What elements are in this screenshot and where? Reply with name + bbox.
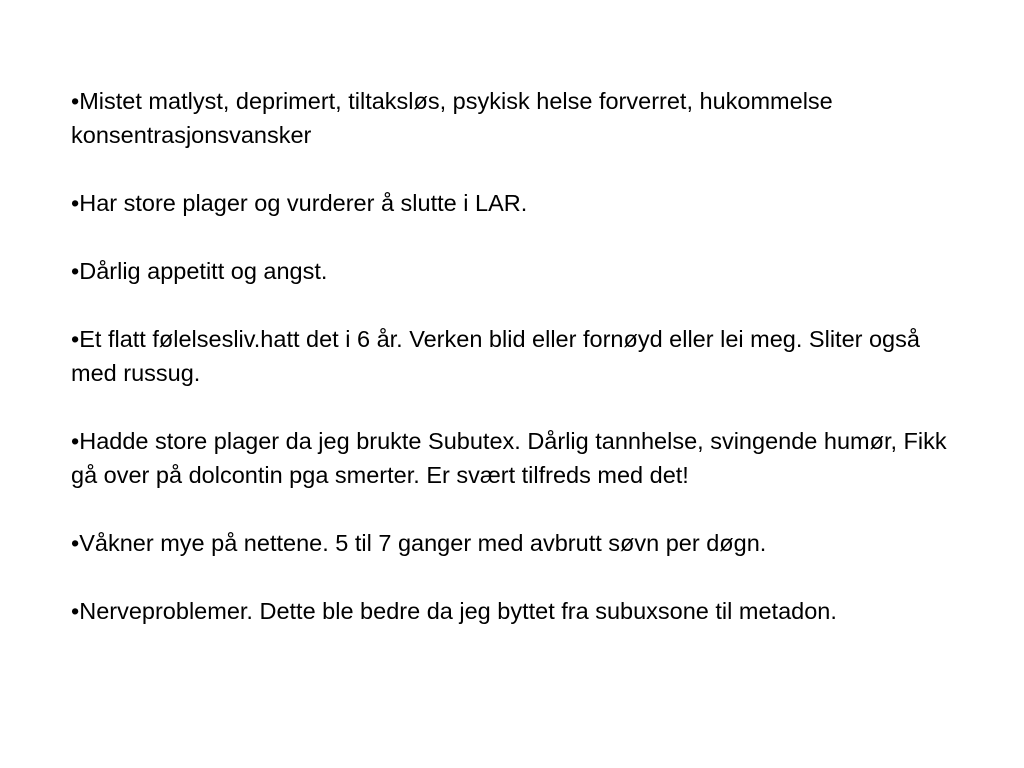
bullet-item-5: •Hadde store plager da jeg brukte Subutex. Dårlig tannhelse, svingende humør, Fikk gå over på dolcontin pga smerter. Er svært tilfreds med det! xyxy=(71,428,947,488)
bullet-item-3: •Dårlig appetitt og angst. xyxy=(71,258,328,284)
bullet-list xyxy=(71,84,951,628)
bullet-item-1: •Mistet matlyst, deprimert, tiltaksløs, psykisk helse forverret, hukommelse konsentrasjonsvansker xyxy=(71,88,833,148)
bullet-item-7: •Nerveproblemer. Dette ble bedre da jeg byttet fra subuxsone til metadon. xyxy=(71,598,837,624)
bullet-item-6: •Våkner mye på nettene. 5 til 7 ganger med avbrutt søvn per døgn. xyxy=(71,530,767,556)
bullet-item-2: •Har store plager og vurderer å slutte i LAR. xyxy=(71,190,528,216)
bullet-item-4: •Et flatt følelsesliv.hatt det i 6 år. Verken blid eller fornøyd eller lei meg. Sliter også med russug. xyxy=(71,326,920,386)
